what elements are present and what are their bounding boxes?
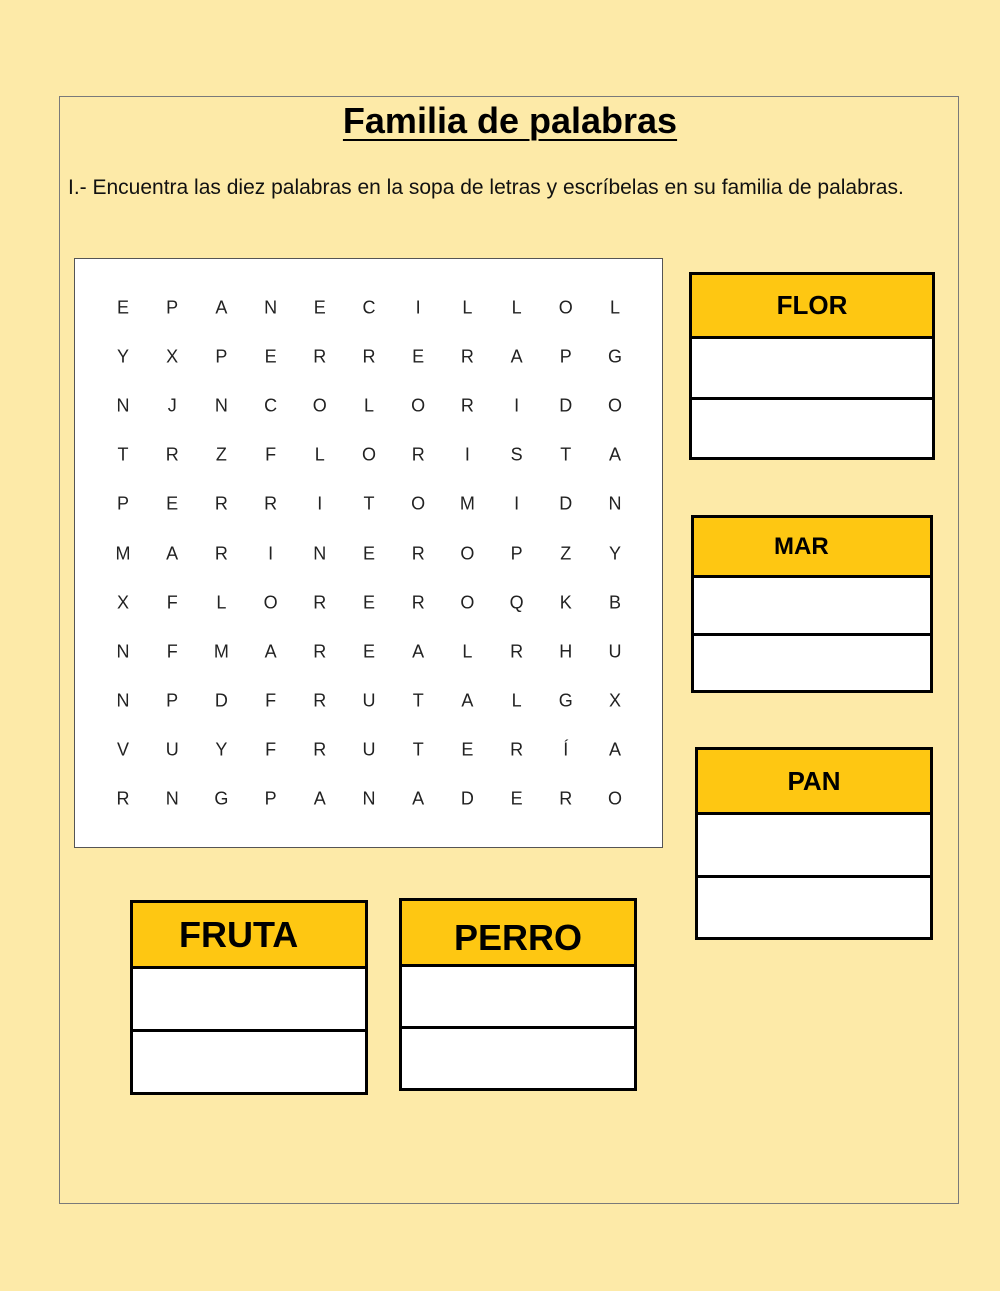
word-search-letter[interactable]: R bbox=[411, 543, 425, 563]
word-search-letter[interactable]: T bbox=[412, 739, 424, 760]
word-search-letter[interactable]: R bbox=[411, 444, 425, 465]
word-search-letter[interactable]: O bbox=[460, 543, 475, 563]
answer-box-mar-1[interactable] bbox=[694, 578, 930, 636]
word-search-letter[interactable]: L bbox=[511, 297, 522, 318]
word-search-grid bbox=[74, 258, 663, 848]
word-search-letter[interactable]: U bbox=[608, 641, 622, 662]
word-search-letter[interactable]: L bbox=[216, 592, 227, 613]
word-search-letter[interactable]: P bbox=[559, 346, 572, 367]
word-search-letter[interactable]: N bbox=[116, 690, 130, 711]
word-search-letter[interactable]: C bbox=[264, 395, 278, 416]
word-search-letter[interactable]: L bbox=[462, 297, 473, 318]
word-search-letter[interactable]: E bbox=[461, 739, 474, 760]
word-search-letter[interactable]: R bbox=[362, 346, 376, 367]
word-search-letter[interactable]: I bbox=[514, 395, 520, 416]
word-search-letter[interactable]: O bbox=[607, 788, 622, 809]
word-search-letter[interactable]: J bbox=[167, 395, 177, 416]
word-search-letter[interactable]: O bbox=[607, 395, 622, 416]
word-search-letter[interactable]: U bbox=[362, 739, 376, 760]
word-search-letter[interactable]: T bbox=[412, 690, 424, 711]
word-search-letter[interactable]: O bbox=[558, 297, 573, 318]
word-search-letter[interactable]: A bbox=[510, 346, 523, 367]
word-search-letter[interactable]: R bbox=[264, 493, 278, 514]
word-search-letter[interactable]: F bbox=[265, 444, 277, 465]
word-search-letter[interactable]: L bbox=[609, 297, 620, 318]
word-search-letter[interactable]: K bbox=[559, 592, 572, 613]
word-search-letter[interactable]: F bbox=[166, 641, 178, 662]
word-search-letter[interactable]: D bbox=[559, 395, 573, 416]
word-search-letter[interactable]: Y bbox=[215, 739, 228, 760]
family-label-mar: MAR bbox=[694, 518, 930, 578]
word-search-letter[interactable]: L bbox=[462, 641, 473, 662]
word-search-letter[interactable]: A bbox=[412, 788, 425, 809]
family-label-pan: PAN bbox=[698, 750, 930, 815]
word-search-letter[interactable]: O bbox=[460, 592, 475, 613]
word-search-letter[interactable]: E bbox=[116, 297, 129, 318]
word-search-letter[interactable]: A bbox=[608, 739, 621, 760]
word-search-letter[interactable]: L bbox=[511, 690, 522, 711]
word-search-letter[interactable]: I bbox=[317, 493, 323, 514]
word-search-letter[interactable]: N bbox=[116, 641, 130, 662]
answer-box-flor-2[interactable] bbox=[692, 400, 932, 457]
answer-box-mar-2[interactable] bbox=[694, 636, 930, 690]
word-search-letter[interactable]: U bbox=[362, 690, 376, 711]
word-search-letter[interactable]: R bbox=[313, 690, 327, 711]
word-search-letter[interactable]: R bbox=[214, 493, 228, 514]
word-search-letter[interactable]: T bbox=[117, 444, 129, 465]
word-search-letter[interactable]: I bbox=[415, 297, 421, 318]
word-search-letter[interactable]: Í bbox=[563, 739, 569, 760]
word-search-letter[interactable]: M bbox=[459, 493, 475, 514]
word-search-letter[interactable]: T bbox=[363, 493, 375, 514]
word-search-letter[interactable]: R bbox=[510, 739, 524, 760]
word-search-letter[interactable]: P bbox=[510, 543, 523, 563]
word-search-letter[interactable]: C bbox=[362, 297, 376, 318]
word-search-letter[interactable]: P bbox=[116, 493, 129, 514]
family-box-pan bbox=[695, 747, 933, 940]
word-search-letter[interactable]: Q bbox=[509, 592, 524, 613]
word-search-letter[interactable]: O bbox=[312, 395, 327, 416]
word-search-letter[interactable]: O bbox=[263, 592, 278, 613]
word-search-letter[interactable]: R bbox=[460, 346, 474, 367]
word-search-letter[interactable]: N bbox=[362, 788, 376, 809]
word-search-letter[interactable]: D bbox=[214, 690, 228, 711]
word-search-letter[interactable]: G bbox=[558, 690, 573, 711]
family-box-flor bbox=[689, 272, 935, 460]
word-search-letter[interactable]: G bbox=[607, 346, 622, 367]
word-search-letter[interactable]: G bbox=[214, 788, 229, 809]
word-search-letter[interactable]: R bbox=[411, 592, 425, 613]
word-search-letter[interactable]: R bbox=[165, 444, 179, 465]
word-search-letter[interactable]: E bbox=[166, 493, 179, 514]
word-search-letter[interactable]: R bbox=[313, 641, 327, 662]
family-label-flor: FLOR bbox=[692, 275, 932, 339]
word-search-letter[interactable]: E bbox=[362, 592, 375, 613]
word-search-letter[interactable]: R bbox=[313, 739, 327, 760]
word-search-letter[interactable]: M bbox=[213, 641, 229, 662]
answer-box-fruta-1[interactable] bbox=[133, 969, 365, 1032]
word-search-letter[interactable]: A bbox=[264, 641, 277, 662]
word-search-letter[interactable]: P bbox=[166, 297, 179, 318]
word-search-letter[interactable]: O bbox=[361, 444, 376, 465]
word-search-letter[interactable]: E bbox=[362, 641, 375, 662]
word-search-letter[interactable]: N bbox=[264, 297, 278, 318]
word-search-letter[interactable]: E bbox=[313, 297, 326, 318]
word-search-letter[interactable]: E bbox=[264, 346, 277, 367]
word-search-letter[interactable]: N bbox=[313, 543, 327, 563]
word-search-letter[interactable]: I bbox=[464, 444, 470, 465]
word-search-letter[interactable]: Y bbox=[608, 543, 621, 563]
word-search-letter[interactable]: Z bbox=[560, 543, 572, 563]
word-search-letter[interactable]: R bbox=[214, 543, 228, 563]
word-search-letter[interactable]: X bbox=[608, 690, 621, 711]
word-search-letter[interactable]: F bbox=[166, 592, 178, 613]
answer-box-fruta-2[interactable] bbox=[133, 1032, 365, 1092]
word-search-letter[interactable]: B bbox=[608, 592, 621, 613]
word-search-letter[interactable]: I bbox=[514, 493, 520, 514]
word-search-letter[interactable]: T bbox=[560, 444, 572, 465]
word-search-letter[interactable]: F bbox=[265, 739, 277, 760]
page-title: Familia de palabras bbox=[342, 100, 678, 141]
word-search-letter[interactable]: R bbox=[510, 641, 524, 662]
word-search-letter[interactable]: X bbox=[116, 592, 129, 613]
word-search-letter[interactable]: O bbox=[411, 395, 426, 416]
word-search-letter[interactable]: D bbox=[559, 493, 573, 514]
word-search-letter[interactable]: R bbox=[313, 346, 327, 367]
word-search-letter[interactable]: N bbox=[165, 788, 179, 809]
instruction-text: I.- Encuentra las diez palabras en la sopa de letras y escríbelas en su familia de palabras. bbox=[68, 176, 904, 199]
word-search-letter[interactable]: Z bbox=[215, 444, 227, 465]
word-search-letter[interactable]: P bbox=[264, 788, 277, 809]
word-search-letter[interactable]: A bbox=[313, 788, 326, 809]
word-search-letter[interactable]: N bbox=[116, 395, 130, 416]
word-search-letter[interactable]: V bbox=[116, 739, 129, 760]
word-search-letter[interactable]: L bbox=[363, 395, 374, 416]
word-search-letter[interactable]: N bbox=[608, 493, 622, 514]
word-search-letter[interactable]: F bbox=[265, 690, 277, 711]
word-search-letter[interactable]: S bbox=[510, 444, 523, 465]
word-search-letter[interactable]: E bbox=[510, 788, 523, 809]
word-search-letter[interactable]: U bbox=[165, 739, 179, 760]
word-search-letter[interactable]: R bbox=[313, 592, 327, 613]
family-label-perro: PERRO bbox=[402, 901, 634, 967]
answer-box-pan-1[interactable] bbox=[698, 815, 930, 878]
answer-box-pan-2[interactable] bbox=[698, 878, 930, 937]
family-label-fruta: FRUTA bbox=[133, 903, 365, 969]
word-search-letter[interactable]: R bbox=[559, 788, 573, 809]
word-search-letter[interactable]: A bbox=[412, 641, 425, 662]
answer-box-perro-1[interactable] bbox=[402, 967, 634, 1029]
family-box-perro bbox=[399, 898, 637, 1091]
word-search-letter[interactable]: A bbox=[461, 690, 474, 711]
answer-box-perro-2[interactable] bbox=[402, 1029, 634, 1088]
word-search-letter[interactable]: X bbox=[166, 346, 179, 367]
answer-box-flor-1[interactable] bbox=[692, 339, 932, 400]
word-search-letter[interactable]: N bbox=[214, 395, 228, 416]
word-search-letter[interactable]: P bbox=[166, 690, 179, 711]
word-search-letter[interactable]: Y bbox=[116, 346, 129, 367]
word-search-letter[interactable]: A bbox=[166, 543, 179, 563]
word-search-letter[interactable]: E bbox=[412, 346, 425, 367]
word-search-letter[interactable]: R bbox=[460, 395, 474, 416]
word-search-letter[interactable]: A bbox=[215, 297, 228, 318]
word-search-letter[interactable]: H bbox=[559, 641, 573, 662]
word-search-letter[interactable]: O bbox=[411, 493, 426, 514]
word-search-letter[interactable]: R bbox=[116, 788, 130, 809]
word-search-letter[interactable]: M bbox=[115, 543, 131, 563]
word-search-letter[interactable]: P bbox=[215, 346, 228, 367]
word-search-letter[interactable]: A bbox=[608, 444, 621, 465]
word-search-letter[interactable]: E bbox=[362, 543, 375, 563]
word-search-letter[interactable]: D bbox=[460, 788, 474, 809]
family-box-mar bbox=[691, 515, 933, 693]
family-box-fruta bbox=[130, 900, 368, 1095]
word-search-letter[interactable]: I bbox=[268, 543, 274, 563]
word-search-letter[interactable]: L bbox=[314, 444, 325, 465]
